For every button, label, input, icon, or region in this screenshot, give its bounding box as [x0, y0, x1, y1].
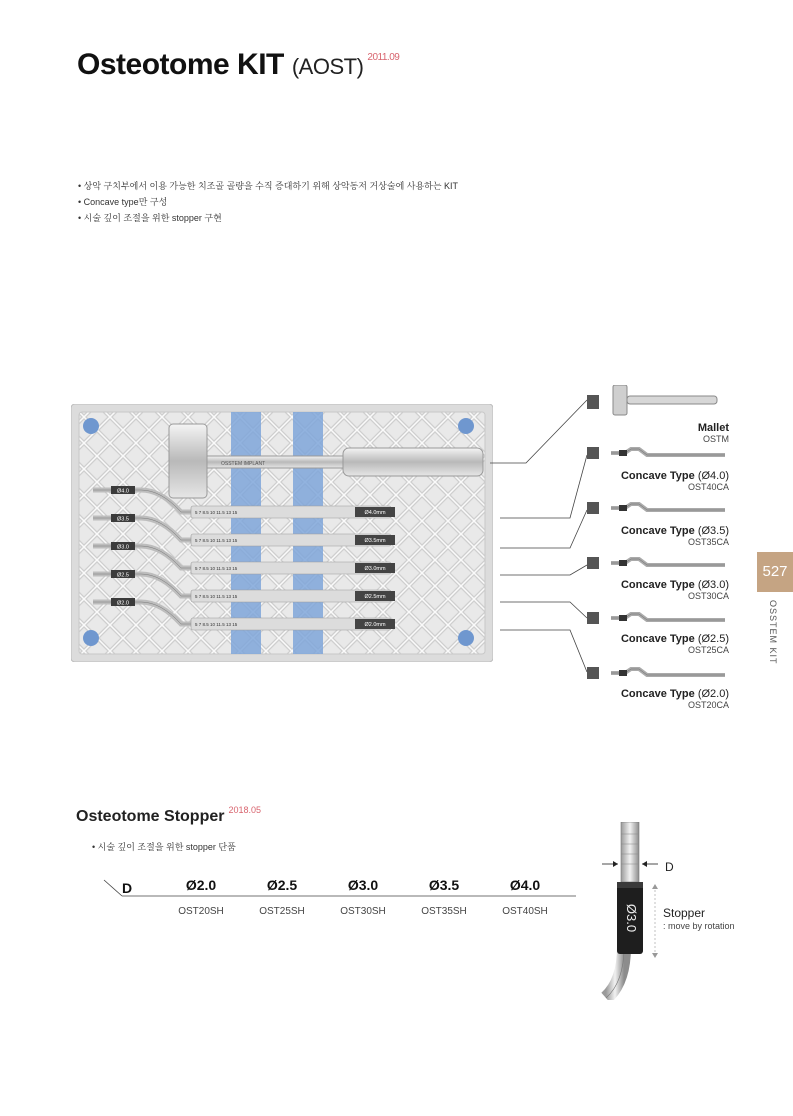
component-type: (Ø4.0)	[697, 470, 729, 482]
instrument-tag: Ø3.5	[117, 516, 129, 523]
component-ost30	[621, 579, 729, 601]
size-header: Ø3.5	[428, 877, 460, 893]
component-name: Mallet	[697, 422, 729, 434]
size-code: OST20SH	[178, 906, 224, 917]
tray-brand: OSSTEM IMPLANT	[221, 461, 266, 467]
component-type: (Ø2.0)	[697, 688, 729, 700]
component-type: (Ø3.0)	[697, 579, 729, 591]
shaft-label: Ø3.5mm	[364, 538, 386, 544]
size-code: OST30SH	[340, 906, 386, 917]
component-code: OSTM	[703, 434, 729, 444]
component-ost20	[621, 688, 729, 710]
component-code: OST20CA	[687, 700, 729, 710]
stopper-size-text: Ø3.0	[624, 903, 639, 933]
stopper-year: 2018.05	[228, 805, 262, 815]
size-code: OST35SH	[421, 906, 467, 917]
size-header: Ø4.0	[509, 877, 541, 893]
feature-list	[78, 178, 458, 226]
instrument-tag: Ø2.0	[117, 600, 129, 607]
instrument-tag: Ø2.5	[117, 572, 129, 579]
component-type: (Ø3.5)	[697, 525, 729, 537]
shaft-label: Ø3.0mm	[364, 566, 386, 572]
size-header: Ø3.0	[347, 877, 379, 893]
mallet-thumb	[587, 385, 717, 415]
component-code: OST40CA	[687, 482, 729, 492]
component-ost35	[621, 525, 729, 547]
component-name: Concave Type	[620, 470, 695, 482]
size-code: OST25SH	[259, 906, 305, 917]
stopper-note: : move by rotation	[663, 921, 735, 931]
stopper-title	[76, 805, 261, 826]
osteotome-thumb	[587, 557, 725, 569]
component-code: OST25CA	[687, 645, 729, 655]
feature-item: • 상악 구치부에서 이용 가능한 치조골 골량을 수직 증대하기 위해 상악동저 거상술에 사용하는 KIT	[78, 178, 458, 194]
stopper-label: Stopper	[663, 906, 706, 920]
component-code: OST35CA	[687, 537, 729, 547]
kit-code: (AOST)	[291, 54, 364, 79]
osteotome-thumb	[587, 612, 725, 624]
component-name: Concave Type	[620, 525, 695, 537]
feature-item: • Concave type만 구성	[78, 194, 458, 210]
component-code: OST30CA	[687, 591, 729, 601]
shaft-label: Ø2.5mm	[364, 594, 386, 600]
section-label: OSSTEM KIT	[768, 600, 778, 665]
instrument-tag: Ø3.0	[117, 544, 129, 551]
component-name: Concave Type	[620, 633, 695, 645]
depth-marks: 5 7 8.5 10 11.5 13 15	[195, 622, 238, 627]
table-row-label: D	[121, 880, 133, 896]
osteotome-thumb	[587, 667, 725, 679]
stopper-bullet: • 시술 깊이 조절을 위한 stopper 단품	[92, 840, 236, 853]
title-year: 2011.09	[367, 52, 400, 63]
component-ost40	[621, 470, 729, 492]
size-code: OST40SH	[502, 906, 548, 917]
stopper-title-text: Osteotome Stopper	[76, 808, 225, 825]
instrument-tag: Ø4.0	[117, 488, 129, 495]
component-name: Concave Type	[620, 688, 695, 700]
component-ost25	[621, 633, 729, 655]
d-label: D	[665, 860, 674, 874]
shaft-label: Ø4.0mm	[364, 510, 386, 516]
title-text: Osteotome KIT	[77, 48, 284, 81]
osteotome-thumb	[587, 502, 725, 514]
component-type: (Ø2.5)	[697, 633, 729, 645]
osteotome-thumb	[587, 447, 725, 459]
feature-item: • 시술 깊이 조절을 위한 stopper 구현	[78, 210, 458, 226]
page-number: 527	[757, 552, 793, 592]
depth-marks: 5 7 8.5 10 11.5 13 15	[195, 538, 238, 543]
kit-tray-image	[71, 404, 493, 662]
depth-marks: 5 7 8.5 10 11.5 13 15	[195, 594, 238, 599]
depth-marks: 5 7 8.5 10 11.5 13 15	[195, 510, 238, 515]
size-header: Ø2.5	[266, 877, 298, 893]
stopper-figure	[598, 822, 668, 1000]
shaft-label: Ø2.0mm	[364, 622, 386, 628]
size-header: Ø2.0	[185, 877, 217, 893]
component-name: Concave Type	[620, 579, 695, 591]
depth-marks: 5 7 8.5 10 11.5 13 15	[195, 566, 238, 571]
component-mallet	[698, 422, 729, 444]
page-title	[77, 48, 399, 82]
